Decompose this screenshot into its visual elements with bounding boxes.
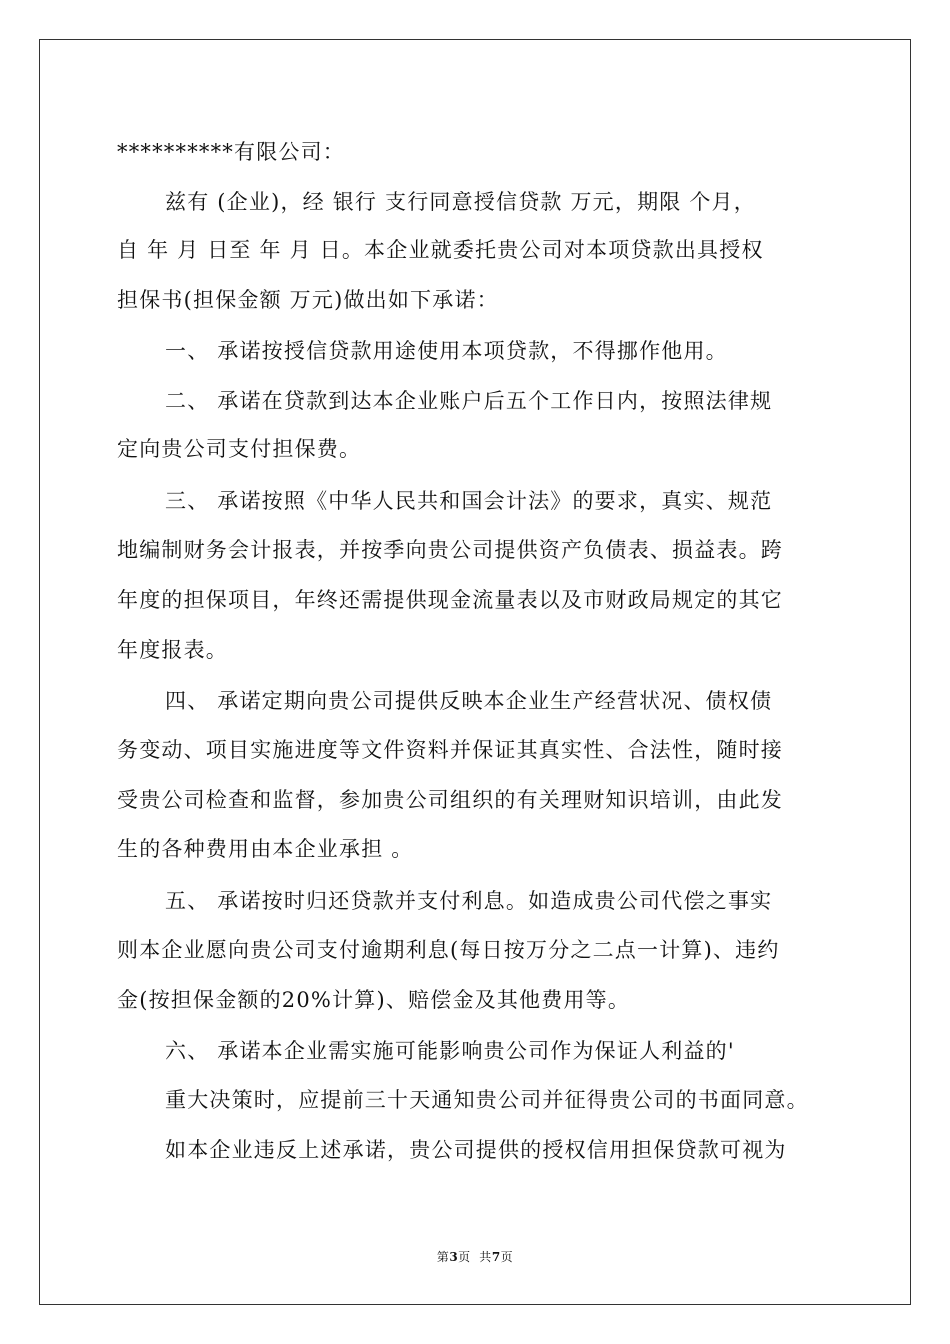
- paragraph-line: 年度报表。: [117, 638, 228, 662]
- current-page-number: 3: [449, 1250, 459, 1264]
- paragraph-line: 则本企业愿向贵公司支付逾期利息(每日按万分之二点一计算)、违约: [117, 938, 780, 962]
- page-footer: [0, 1248, 950, 1265]
- page-prefix: 第: [436, 1250, 450, 1264]
- paragraph-line: 兹有 (企业)，经 银行 支行同意授信贷款 万元，期限 个月，: [165, 190, 756, 214]
- page-mid: 页 共: [458, 1250, 492, 1264]
- paragraph-line: 如本企业违反上述承诺，贵公司提供的授权信用担保贷款可视为: [165, 1138, 787, 1162]
- paragraph-line: 年度的担保项目，年终还需提供现金流量表以及市财政局规定的其它: [117, 588, 783, 612]
- paragraph-line: 四、 承诺定期向贵公司提供反映本企业生产经营状况、债权债: [165, 689, 773, 713]
- salutation-line: **********有限公司：: [117, 140, 345, 164]
- paragraph-line: 金(按担保金额的20%计算)、赔偿金及其他费用等。: [117, 988, 631, 1012]
- paragraph-line: 担保书(担保金额 万元)做出如下承诺：: [117, 288, 499, 312]
- paragraph-line: 重大决策时，应提前三十天通知贵公司并征得贵公司的书面同意。: [165, 1088, 809, 1112]
- page-suffix: 页: [500, 1250, 514, 1264]
- paragraph-line: 生的各种费用由本企业承担 。: [117, 837, 414, 861]
- paragraph-line: 地编制财务会计报表，并按季向贵公司提供资产负债表、损益表。跨: [117, 538, 783, 562]
- paragraph-line: 自 年 月 日至 年 月 日。本企业就委托贵公司对本项贷款出具授权: [117, 238, 764, 262]
- paragraph-line: 定向贵公司支付担保费。: [117, 437, 362, 461]
- paragraph-line: 五、 承诺按时归还贷款并支付利息。如造成贵公司代偿之事实: [165, 889, 773, 913]
- paragraph-line: 二、 承诺在贷款到达本企业账户后五个工作日内，按照法律规: [165, 389, 773, 413]
- paragraph-line: 务变动、项目实施进度等文件资料并保证其真实性、合法性，随时接: [117, 738, 783, 762]
- paragraph-line: 六、 承诺本企业需实施可能影响贵公司作为保证人利益的': [165, 1039, 735, 1063]
- paragraph-line: 受贵公司检查和监督，参加贵公司组织的有关理财知识培训，由此发: [117, 788, 783, 812]
- total-page-number: 7: [491, 1250, 501, 1264]
- paragraph-line: 三、 承诺按照《中华人民共和国会计法》的要求，真实、规范: [165, 489, 773, 513]
- paragraph-line: 一、 承诺按授信贷款用途使用本项贷款，不得挪作他用。: [165, 339, 728, 363]
